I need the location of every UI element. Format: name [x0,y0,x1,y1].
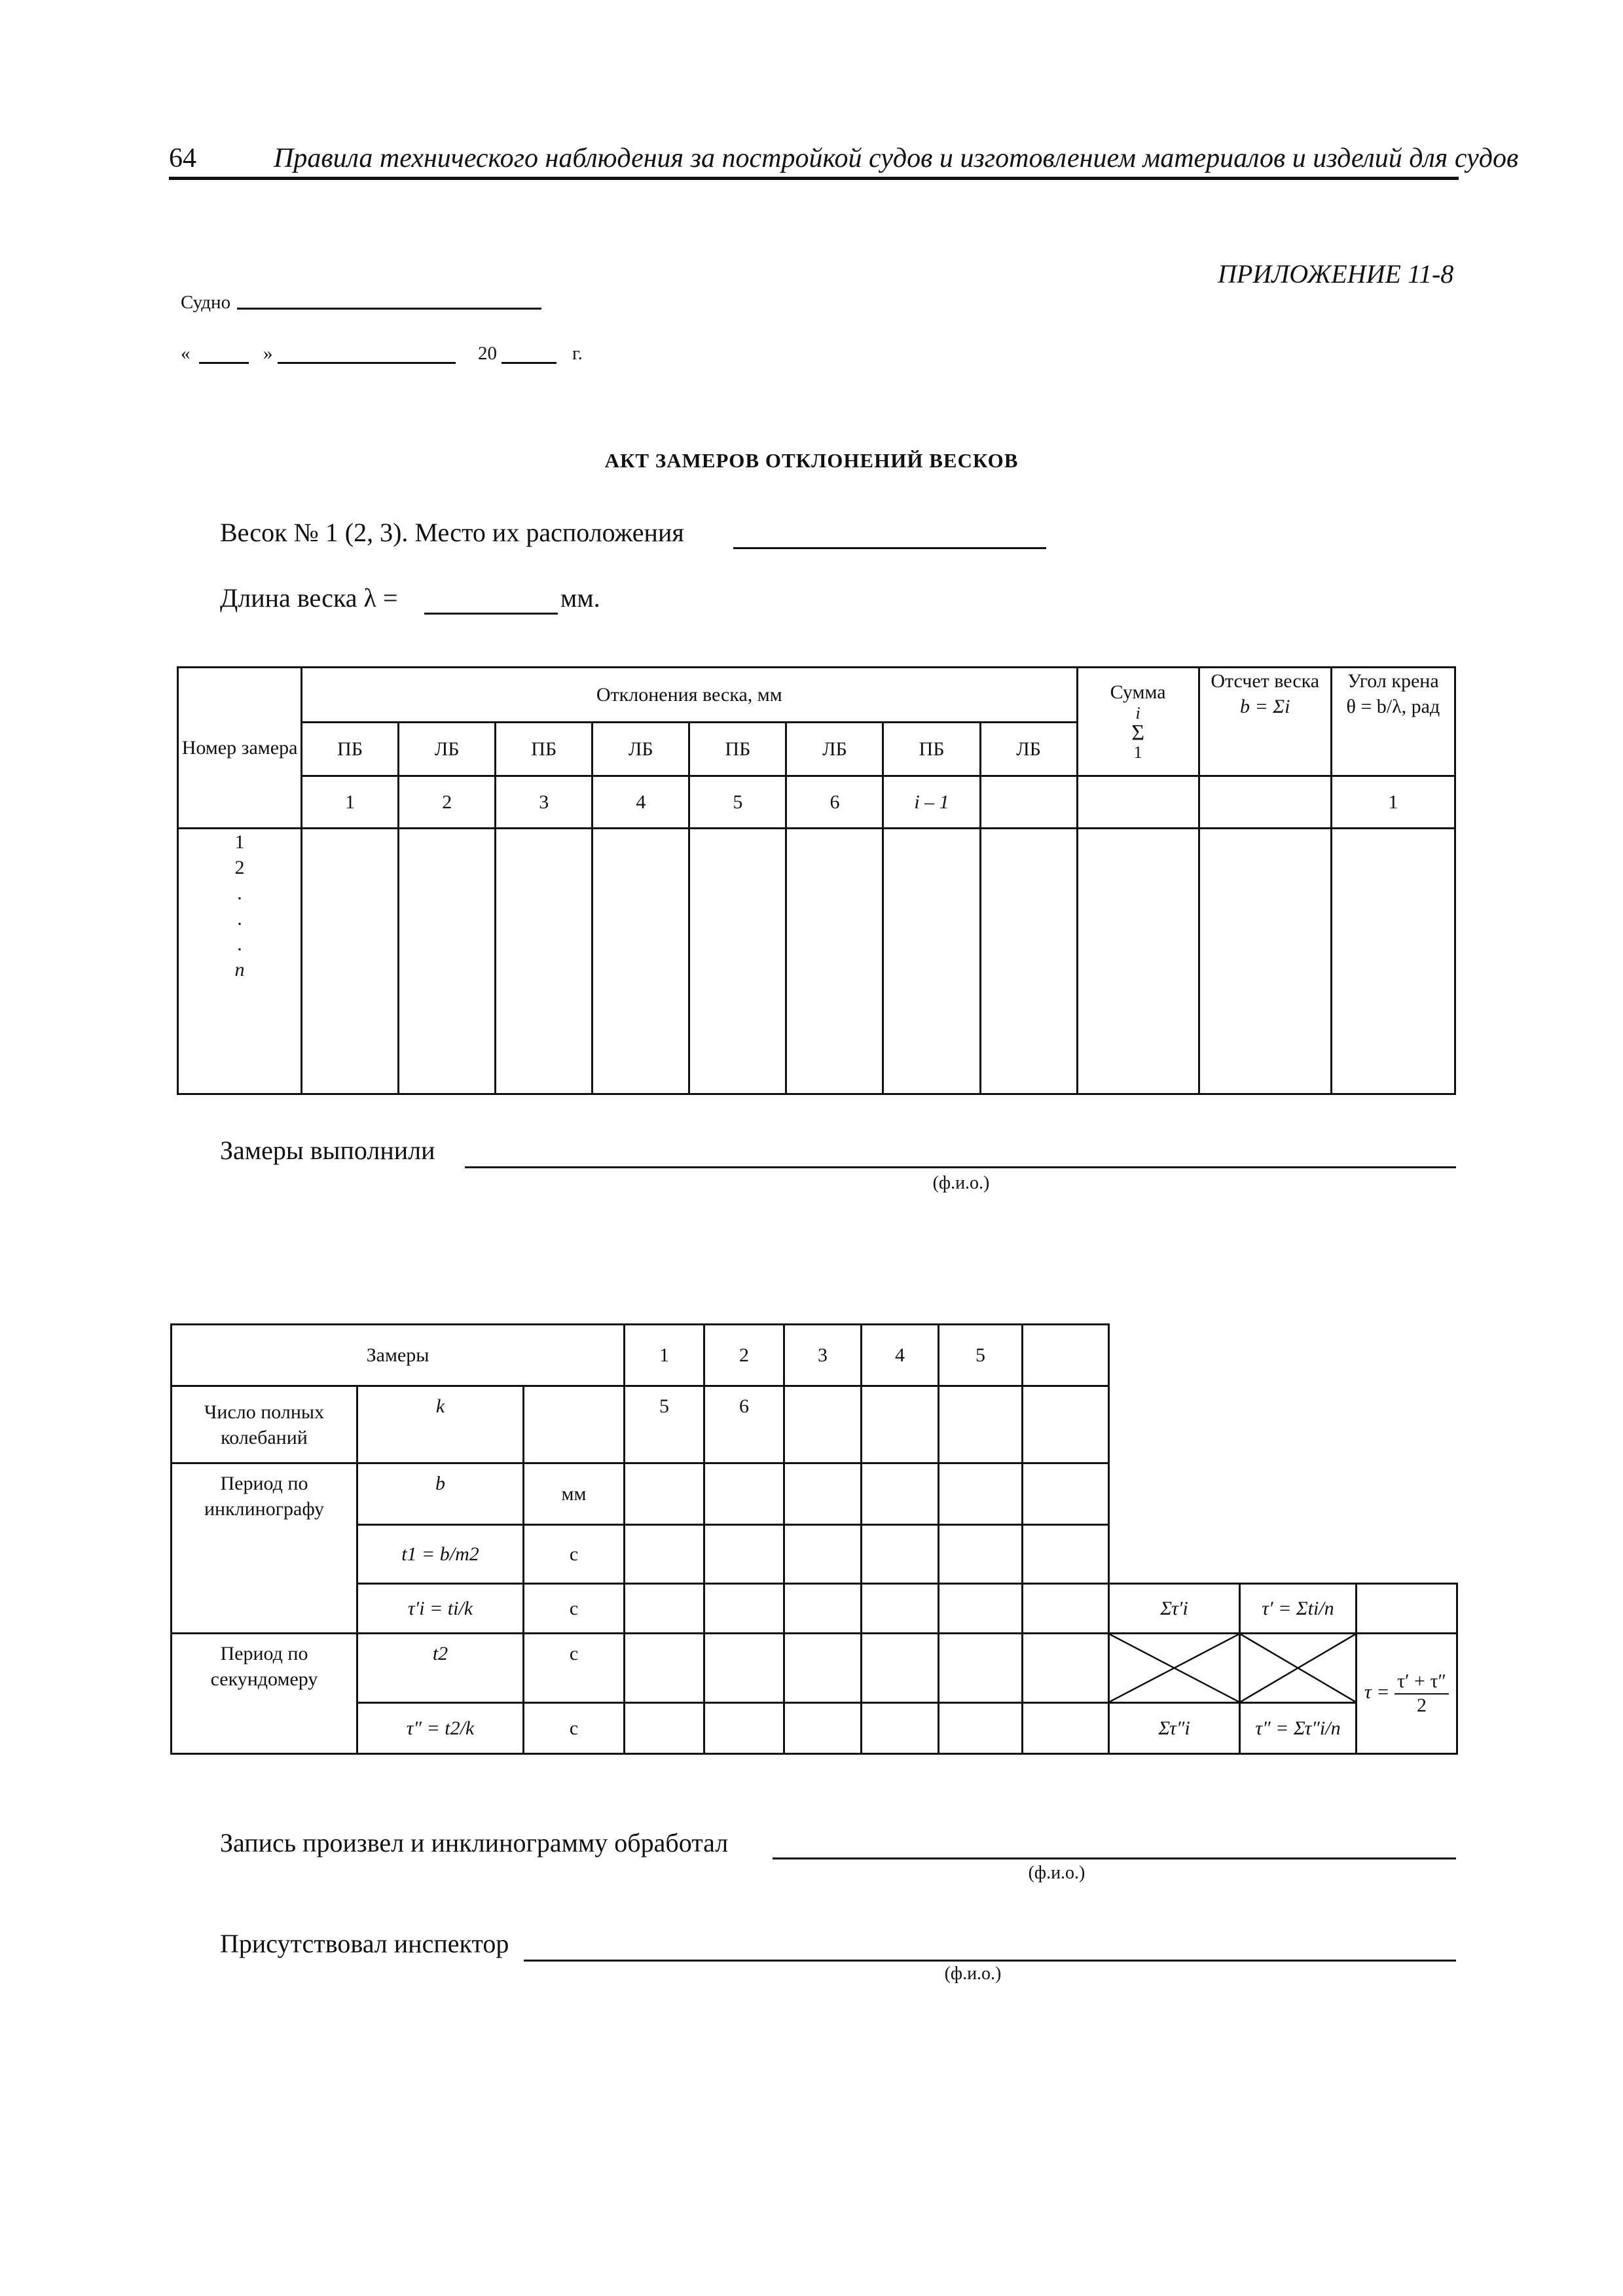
value-cell[interactable] [625,1634,704,1703]
data-cell[interactable] [786,829,883,1094]
data-cell[interactable] [496,829,593,1094]
signature2-caption: (ф.и.о.) [1028,1863,1085,1883]
value-cell[interactable] [1023,1584,1109,1634]
unit-cell: мм [524,1463,625,1525]
side-label: ПБ [689,723,786,776]
value-cell[interactable] [862,1584,939,1634]
signature3-label: Присутствовал инспектор [220,1929,509,1958]
sum-tau-double: Στ″i [1109,1703,1240,1754]
data-cell[interactable] [980,829,1077,1094]
measure-number: 4 [862,1325,939,1386]
value-cell[interactable] [625,1703,704,1754]
value-cell[interactable] [862,1463,939,1525]
value-cell[interactable] [784,1634,862,1703]
index-cell: 4 [593,776,689,829]
row-label: . [237,933,242,955]
data-cell[interactable] [399,829,496,1094]
tau-double-formula: τ″ = Στ″i/n [1240,1703,1357,1754]
inclinograph-symbol: τ′i = ti/k [357,1584,524,1634]
index-cell: 3 [496,776,593,829]
value-cell[interactable] [704,1634,784,1703]
tau-prime-formula: τ′ = Σti/n [1240,1584,1357,1634]
side-label: ПБ [883,723,980,776]
unit-cell [524,1386,625,1463]
number-header: Номер замера [178,668,302,829]
tau-numerator: τ′ + τ″ [1395,1670,1449,1695]
data-cell[interactable] [689,829,786,1094]
stopwatch-symbol: τ″ = t2/k [357,1703,524,1754]
inclinograph-symbol: b [357,1463,524,1525]
value-cell[interactable] [704,1463,784,1525]
value-cell[interactable] [784,1584,862,1634]
data-cell[interactable] [1331,829,1455,1094]
data-cell[interactable] [302,829,399,1094]
length-field[interactable] [424,613,558,615]
value-cell[interactable] [1023,1463,1109,1525]
angle-header: Угол крена θ = b/λ, рад [1331,668,1455,776]
vessel-field[interactable] [237,308,541,310]
value-cell[interactable] [862,1525,939,1584]
unit-cell: с [524,1703,625,1754]
index-cell: 2 [399,776,496,829]
measure-number [1023,1325,1109,1386]
appendix-label: ПРИЛОЖЕНИЕ 11-8 [1218,259,1454,289]
value-cell[interactable] [784,1525,862,1584]
running-title: Правила технического наблюдения за постройкой судов и изготовлением материалов и изделий для судов [274,143,1519,173]
stopwatch-symbol: t2 [357,1634,524,1703]
value-cell[interactable] [704,1703,784,1754]
blank-cell [1357,1584,1457,1634]
index-cell: 5 [689,776,786,829]
side-label: ПБ [302,723,399,776]
measure-number: 1 [625,1325,704,1386]
value-cell[interactable] [784,1463,862,1525]
oscillation-value[interactable]: 6 [704,1386,784,1463]
data-cell[interactable] [883,829,980,1094]
day-field[interactable] [199,362,249,364]
side-label: ЛБ [980,723,1077,776]
value-cell[interactable] [939,1703,1023,1754]
tau-lhs: τ = [1364,1681,1390,1703]
side-label: ЛБ [786,723,883,776]
index-cell: 6 [786,776,883,829]
data-cell[interactable] [593,829,689,1094]
vessel-label: Судно [181,292,231,313]
row-label: 2 [234,857,245,878]
oscillations-label: Число полных колебаний [172,1386,357,1463]
value-cell[interactable] [625,1463,704,1525]
data-cell[interactable] [1199,829,1331,1094]
signature1-caption: (ф.и.о.) [932,1173,990,1193]
crossed-cell [1240,1634,1357,1703]
row-label: . [237,882,242,904]
value-cell[interactable] [704,1584,784,1634]
value-cell[interactable] [862,1703,939,1754]
index-cell [980,776,1077,829]
year-field[interactable] [501,362,556,364]
measure-number: 2 [704,1325,784,1386]
plumb-line-text: Весок № 1 (2, 3). Место их расположения [220,518,684,547]
index-cell: 1 [302,776,399,829]
value-cell[interactable] [939,1525,1023,1584]
length-unit: мм. [560,583,600,613]
value-cell[interactable] [1023,1525,1109,1584]
date-open-quote: « [181,343,191,364]
side-label: ЛБ [593,723,689,776]
page-number: 64 [169,143,196,173]
sum-tau-prime: Στ′i [1109,1584,1240,1634]
sum-header: Сумма i Σ 1 [1077,668,1199,776]
length-text: Длина веска λ = [220,583,398,613]
index-cell: i – 1 [883,776,980,829]
value-cell[interactable] [939,1584,1023,1634]
value-cell[interactable] [625,1584,704,1634]
date-close-quote: » [263,343,273,364]
signature2-label: Запись произвел и инклинограмму обработал [220,1828,729,1857]
oscillation-value[interactable] [1023,1386,1109,1463]
inclinograph-symbol: t1 = b/m2 [357,1525,524,1584]
oscillation-value[interactable] [784,1386,862,1463]
crossed-cell [1109,1634,1240,1703]
tau-denominator: 2 [1416,1694,1427,1716]
unit-cell: с [524,1634,625,1703]
document-title: АКТ ЗАМЕРОВ ОТКЛОНЕНИЙ ВЕСКОВ [604,449,1019,472]
period-table [170,1323,1458,1755]
signature1-field[interactable] [465,1166,1456,1168]
unit-cell: с [524,1525,625,1584]
oscillation-value[interactable] [939,1386,1023,1463]
row-label: n [234,959,245,980]
measure-number: 5 [939,1325,1023,1386]
side-label: ПБ [496,723,593,776]
row-labels [178,829,302,1094]
value-cell[interactable] [939,1634,1023,1703]
value-cell[interactable] [862,1634,939,1703]
deviation-table [177,666,1456,1095]
oscillation-value[interactable]: 5 [625,1386,704,1463]
data-cell[interactable] [1077,829,1199,1094]
value-cell[interactable] [1023,1634,1109,1703]
location-field[interactable] [733,547,1046,549]
signature1-label: Замеры выполнили [220,1136,435,1165]
month-field[interactable] [278,362,456,364]
angle-index-cell: 1 [1331,776,1455,829]
stopwatch-label: Период по секундомеру [172,1634,357,1754]
row-label: . [237,908,242,929]
signature3-caption: (ф.и.о.) [944,1964,1002,1984]
side-label: ЛБ [399,723,496,776]
value-cell[interactable] [784,1703,862,1754]
signature3-field[interactable] [524,1960,1456,1962]
measurements-header: Замеры [172,1325,625,1386]
value-cell[interactable] [625,1525,704,1584]
unit-cell: с [524,1584,625,1634]
reading-index-cell [1199,776,1331,829]
row-label: 1 [234,831,245,853]
signature2-field[interactable] [773,1857,1456,1859]
inclinograph-label: Период по инклинографу [172,1463,357,1634]
value-cell[interactable] [1023,1703,1109,1754]
oscillations-symbol: k [357,1386,524,1463]
deviations-header: Отклонения веска, мм [302,668,1078,723]
measure-number: 3 [784,1325,862,1386]
value-cell[interactable] [939,1463,1023,1525]
year-prefix: 20 [478,343,497,364]
reading-header: Отсчет веска b = Σi [1199,668,1331,776]
header-rule [169,177,1459,180]
oscillation-value[interactable] [862,1386,939,1463]
sum-index-cell [1077,776,1199,829]
year-suffix: г. [572,343,583,364]
value-cell[interactable] [704,1525,784,1584]
tau-formula-cell [1357,1634,1457,1754]
